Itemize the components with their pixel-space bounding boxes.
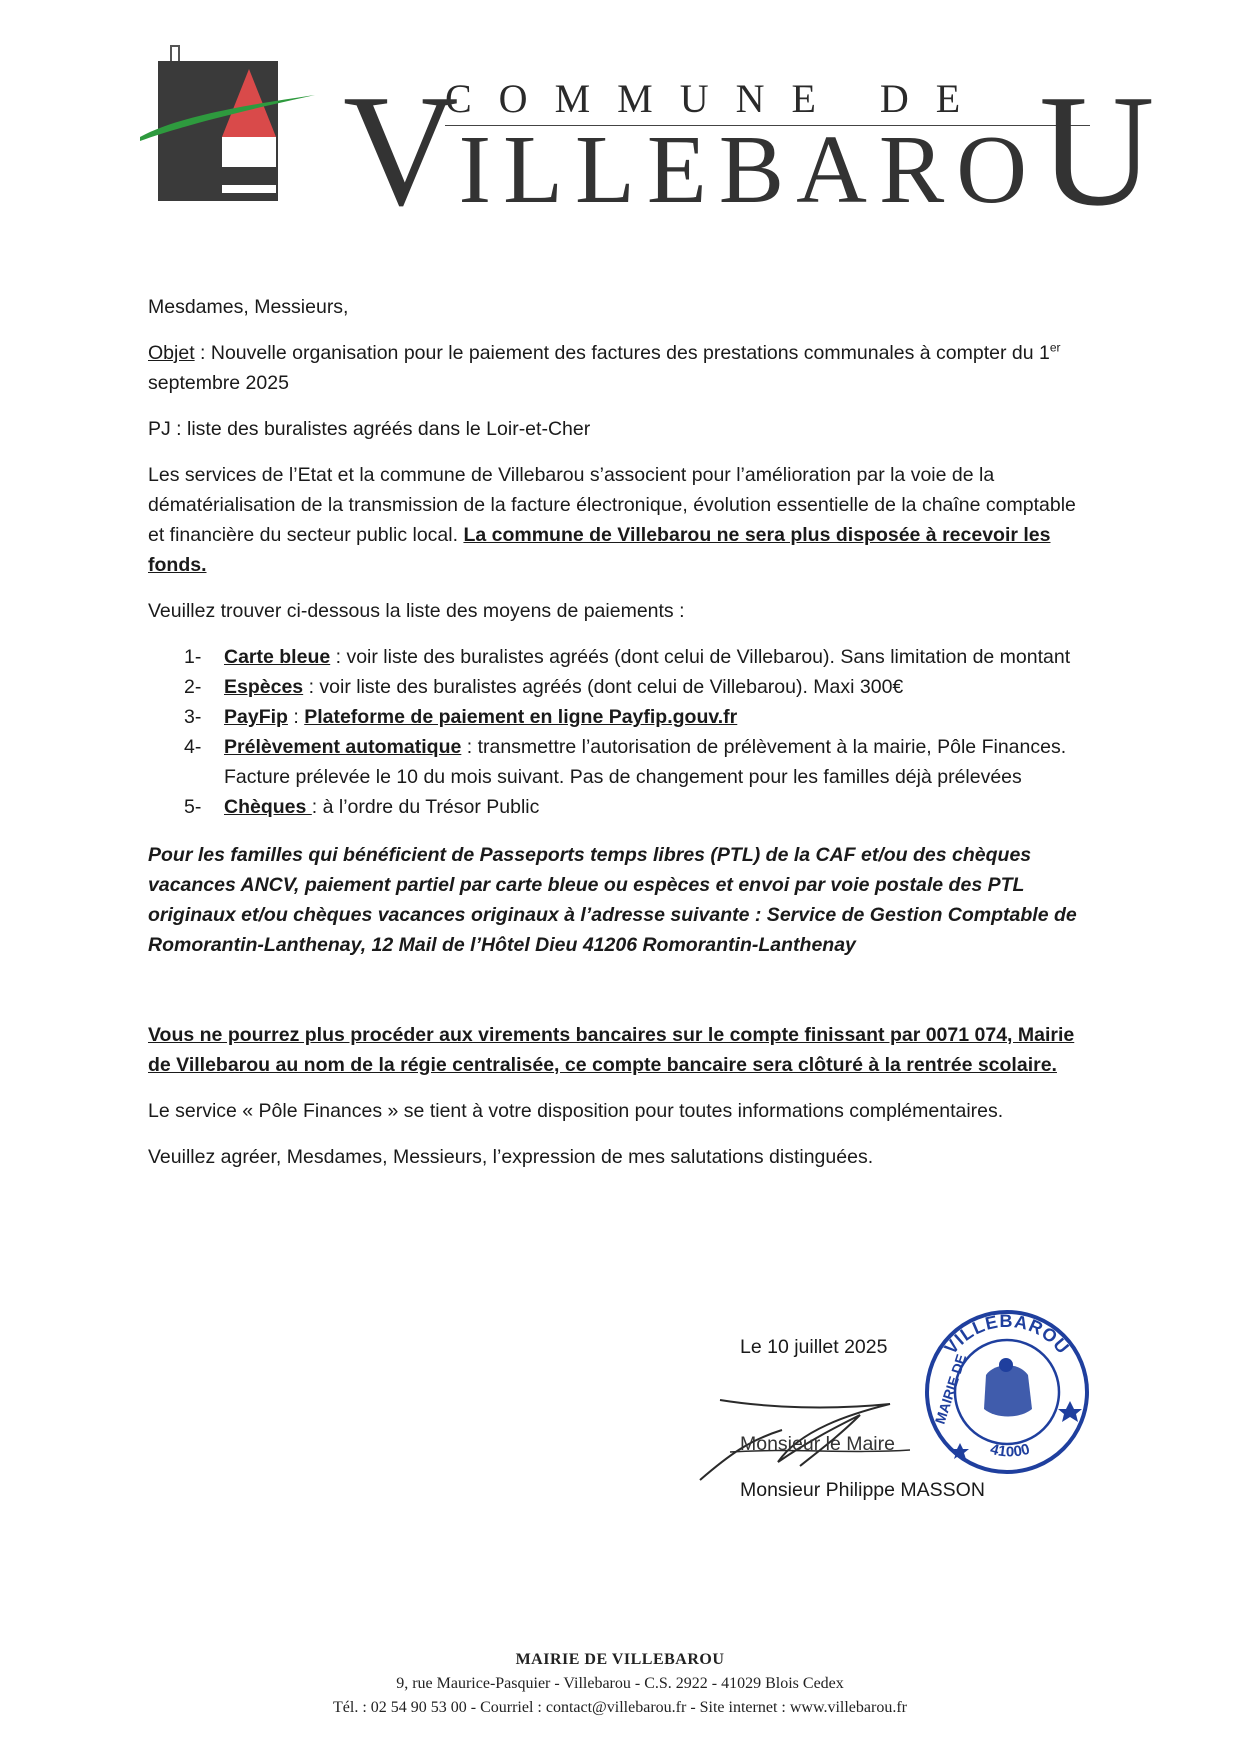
list-item: 2- Espèces : voir liste des buralistes agréés (dont celui de Villebarou). Maxi 300€ (184, 676, 904, 698)
list-item: 4- Prélèvement automatique : transmettre l’autorisation de prélèvement à la mairie, Pôle Finances. Facture prélevée le 10 du mois suivant. Pas de changement pour les familles déjà prélevées (184, 736, 1067, 788)
virement-note: Vous ne pourrez plus procéder aux virements bancaires sur le compte finissant par 0071 074, Mairie de Villebarou au nom de la régie centralisée, ce compte bancaire sera clôturé à la rentrée scolaire. (148, 1024, 1075, 1076)
stamp-top-text: VILLEBAROU (940, 1310, 1074, 1359)
list-item: 1- Carte bleue : voir liste des buralistes agréés (dont celui de Villebarou). Sans limitation de montant (184, 646, 1071, 668)
footer (0, 1648, 1240, 1720)
letter-body (148, 292, 1088, 1188)
methods-intro: Veuillez trouver ci-dessous la liste des moyens de paiements : (148, 600, 685, 622)
stamp-left-text: MAIRIE DE (931, 1352, 970, 1426)
list-item: 5- Chèques : à l’ordre du Trésor Public (184, 796, 540, 818)
signatory-name: Monsieur Philippe MASSON (740, 1479, 985, 1501)
payfip-link[interactable]: Plateforme de paiement en ligne Payfip.gouv.fr (304, 706, 738, 728)
footer-address: 9, rue Maurice-Pasquier - Villebarou - C.S. 2922 - 41029 Blois Cedex (396, 1675, 844, 1692)
pj-line: PJ : liste des buralistes agréés dans le Loir-et-Cher (148, 418, 591, 440)
payment-methods-list (148, 642, 1088, 822)
signatory-role: Monsieur le Maire (740, 1433, 895, 1455)
ptl-note: Pour les familles qui bénéficient de Passeports temps libres (PTL) de la CAF et/ou des chèques vacances ANCV, paiement partiel par carte bleue ou espèces et envoi par voie postale des PTL originaux et/ou chèques vacances originaux à l’adresse suivante : Service de Gestion Comptable de Romorantin-Lanthenay, 12 Mail de l’Hôtel Dieu 41206 Romorantin-Lanthenay (148, 844, 1077, 956)
spacer (148, 976, 1088, 1020)
closing-formula: Veuillez agréer, Mesdames, Messieurs, l’expression de mes salutations distinguées. (148, 1146, 874, 1168)
footer-contact: Tél. : 02 54 90 53 00 - Courriel : contact@villebarou.fr - Site internet : www.villebarou.fr (333, 1699, 907, 1716)
list-item: 3- PayFip : Plateforme de paiement en ligne Payfip.gouv.fr (184, 706, 738, 728)
handwritten-signature-icon (690, 1370, 940, 1490)
letterhead-logo (140, 45, 1155, 239)
intro-paragraph: Les services de l’Etat et la commune de Villebarou s’associent pour l’amélioration par la voie de la dématérialisation de la transmission de la facture électronique, évolution essentielle de la chaîne comptable et financière du secteur public local. La commune de Villebarou ne sera plus disposée à recevoir les fonds. (148, 464, 1076, 576)
salutation: Mesdames, Messieurs, (148, 296, 349, 318)
commune-emblem-icon (140, 45, 320, 205)
objet-paragraph: Objet : Nouvelle organisation pour le paiement des factures des prestations communales à compter du 1er septembre 2025 (148, 340, 1061, 394)
mairie-stamp-icon (920, 1305, 1095, 1480)
intro-emphasis: La commune de Villebarou ne sera plus disposée à recevoir les fonds. (148, 524, 1051, 576)
objet-label: Objet (148, 342, 195, 364)
svg-text:VILLEBAROU (940, 1311, 1073, 1358)
service-note: Le service « Pôle Finances » se tient à votre disposition pour toutes informations complémentaires. (148, 1100, 1004, 1122)
letterhead-villebarou: VILLEBAROU (343, 61, 1155, 239)
letterhead-commune-de: COMMUNE DE (445, 76, 988, 121)
letter-date: Le 10 juillet 2025 (740, 1336, 888, 1358)
stamp-bottom-text: 41000 (988, 1440, 1032, 1461)
svg-text:41000 (988, 1441, 1031, 1461)
footer-title: MAIRIE DE VILLEBAROU (515, 1651, 725, 1668)
